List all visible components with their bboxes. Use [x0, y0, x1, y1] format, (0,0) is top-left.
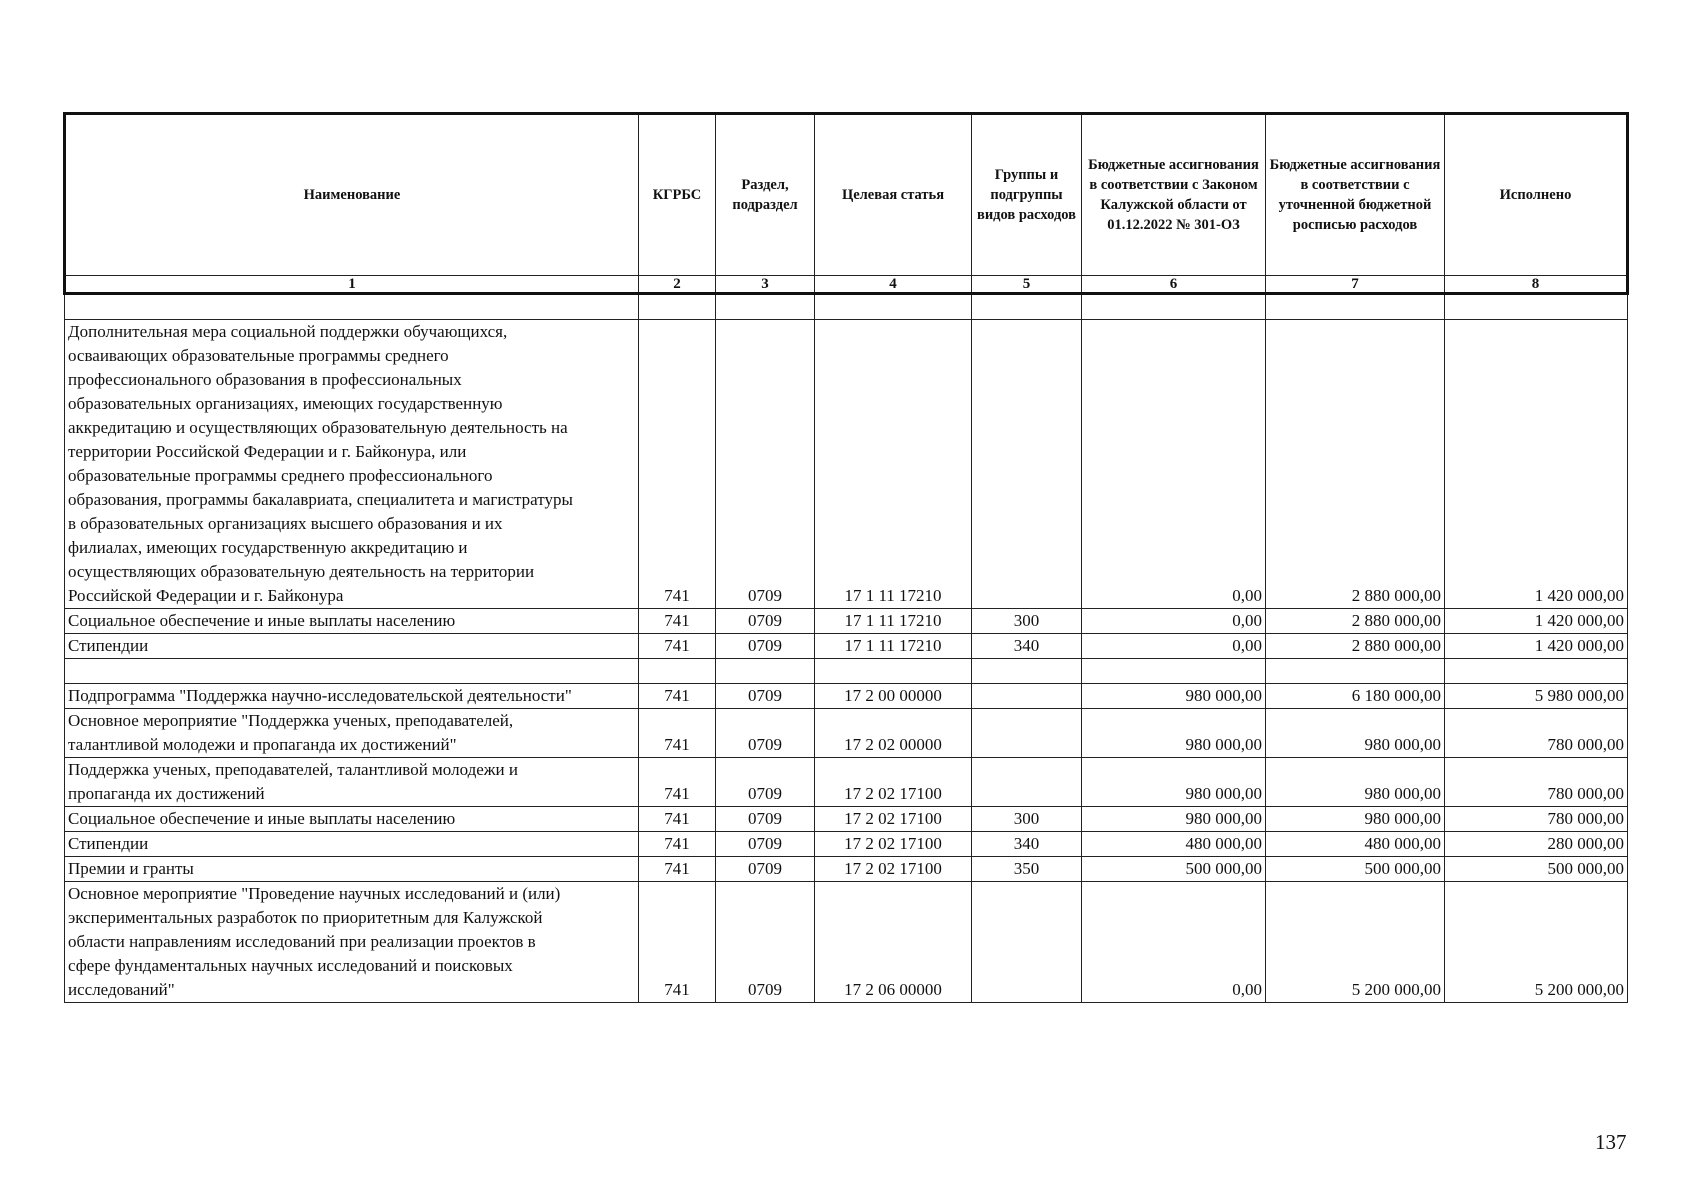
column-number: 1 [65, 276, 639, 294]
budget-table [63, 112, 1629, 1003]
row-kgrbs: 741 [639, 882, 716, 1003]
row-group [972, 758, 1082, 807]
row-roster: 980 000,00 [1266, 807, 1445, 832]
row-section: 0709 [716, 634, 815, 659]
row-law: 480 000,00 [1082, 832, 1266, 857]
row-group: 340 [972, 832, 1082, 857]
row-target: 17 2 00 00000 [815, 684, 972, 709]
row-done: 780 000,00 [1445, 758, 1628, 807]
row-group: 340 [972, 634, 1082, 659]
header-section: Раздел, подраздел [716, 114, 815, 276]
row-name: Стипендии [65, 634, 639, 659]
row-roster: 2 880 000,00 [1266, 634, 1445, 659]
column-number: 6 [1082, 276, 1266, 294]
row-kgrbs: 741 [639, 807, 716, 832]
row-roster: 6 180 000,00 [1266, 684, 1445, 709]
row-law: 0,00 [1082, 320, 1266, 609]
row-group: 300 [972, 807, 1082, 832]
row-name: Основное мероприятие "Поддержка ученых, преподавателей, талантливой молодежи и пропаганда их достижений" [65, 709, 639, 758]
row-roster: 480 000,00 [1266, 832, 1445, 857]
row-name: Дополнительная мера социальной поддержки обучающихся, осваивающих образовательные программы среднего профессионального образования в профессиональных образовательных организациях, имеющих государственную аккредитацию и осуществляющих образовательную деятельность на территории Российской Федерации и г. Байконура, или образовательные программы среднего профессионального образования, программы бакалавриата, специалитета и магистратуры в образовательных организациях высшего образования и их филиалах, имеющих государственную аккредитацию и осуществляющих образовательную деятельность на территории Российской Федерации и г. Байконура [65, 320, 639, 609]
table-row [65, 684, 1628, 709]
row-law: 980 000,00 [1082, 709, 1266, 758]
row-kgrbs: 741 [639, 634, 716, 659]
spacer-row [65, 294, 1628, 320]
header-law: Бюджетные ассигнования в соответствии с Законом Калужской области от 01.12.2022 № 301-ОЗ [1082, 114, 1266, 276]
row-name: Социальное обеспечение и иные выплаты населению [65, 609, 639, 634]
header-row [65, 114, 1628, 276]
header-target: Целевая статья [815, 114, 972, 276]
row-done: 1 420 000,00 [1445, 320, 1628, 609]
row-name: Социальное обеспечение и иные выплаты населению [65, 807, 639, 832]
row-kgrbs: 741 [639, 709, 716, 758]
row-section: 0709 [716, 684, 815, 709]
column-number: 4 [815, 276, 972, 294]
row-kgrbs: 741 [639, 684, 716, 709]
row-target: 17 2 02 17100 [815, 807, 972, 832]
row-group [972, 709, 1082, 758]
page-number: 137 [1595, 1130, 1627, 1154]
row-section: 0709 [716, 832, 815, 857]
row-target: 17 2 06 00000 [815, 882, 972, 1003]
row-kgrbs: 741 [639, 857, 716, 882]
table-row [65, 807, 1628, 832]
table-row [65, 758, 1628, 807]
row-kgrbs: 741 [639, 758, 716, 807]
row-section: 0709 [716, 320, 815, 609]
table-row [65, 609, 1628, 634]
column-number: 3 [716, 276, 815, 294]
header-name: Наименование [65, 114, 639, 276]
row-roster: 500 000,00 [1266, 857, 1445, 882]
table-row [65, 857, 1628, 882]
row-target: 17 2 02 17100 [815, 758, 972, 807]
row-section: 0709 [716, 857, 815, 882]
column-number: 7 [1266, 276, 1445, 294]
header-done: Исполнено [1445, 114, 1628, 276]
row-name: Подпрограмма "Поддержка научно-исследовательской деятельности" [65, 684, 639, 709]
row-kgrbs: 741 [639, 320, 716, 609]
row-law: 980 000,00 [1082, 684, 1266, 709]
row-law: 0,00 [1082, 882, 1266, 1003]
budget-sheet [63, 112, 1626, 1003]
row-section: 0709 [716, 709, 815, 758]
row-done: 280 000,00 [1445, 832, 1628, 857]
header-kgrbs: КГРБС [639, 114, 716, 276]
row-name: Основное мероприятие "Проведение научных исследований и (или) экспериментальных разработок по приоритетным для Калужской области направлениям исследований при реализации проектов в сфере фундаментальных научных исследований и поисковых исследований" [65, 882, 639, 1003]
row-law: 0,00 [1082, 609, 1266, 634]
row-section: 0709 [716, 882, 815, 1003]
row-law: 500 000,00 [1082, 857, 1266, 882]
row-roster: 980 000,00 [1266, 709, 1445, 758]
table-row [65, 320, 1628, 609]
header-group: Группы и подгруппы видов расходов [972, 114, 1082, 276]
table-row [65, 709, 1628, 758]
row-done: 780 000,00 [1445, 807, 1628, 832]
row-target: 17 2 02 00000 [815, 709, 972, 758]
row-done: 1 420 000,00 [1445, 609, 1628, 634]
column-number: 8 [1445, 276, 1628, 294]
row-target: 17 2 02 17100 [815, 857, 972, 882]
row-name: Премии и гранты [65, 857, 639, 882]
row-law: 980 000,00 [1082, 807, 1266, 832]
row-group [972, 320, 1082, 609]
row-group [972, 684, 1082, 709]
table-row [65, 832, 1628, 857]
row-law: 0,00 [1082, 634, 1266, 659]
row-done: 500 000,00 [1445, 857, 1628, 882]
row-target: 17 2 02 17100 [815, 832, 972, 857]
row-roster: 980 000,00 [1266, 758, 1445, 807]
row-section: 0709 [716, 758, 815, 807]
row-done: 5 980 000,00 [1445, 684, 1628, 709]
column-number: 5 [972, 276, 1082, 294]
row-done: 5 200 000,00 [1445, 882, 1628, 1003]
row-roster: 2 880 000,00 [1266, 609, 1445, 634]
spacer-row [65, 659, 1628, 684]
row-roster: 5 200 000,00 [1266, 882, 1445, 1003]
header-roster: Бюджетные ассигнования в соответствии с уточненной бюджетной росписью расходов [1266, 114, 1445, 276]
row-kgrbs: 741 [639, 832, 716, 857]
row-group: 300 [972, 609, 1082, 634]
row-name: Поддержка ученых, преподавателей, талантливой молодежи и пропаганда их достижений [65, 758, 639, 807]
row-roster: 2 880 000,00 [1266, 320, 1445, 609]
row-target: 17 1 11 17210 [815, 320, 972, 609]
row-section: 0709 [716, 609, 815, 634]
row-name: Стипендии [65, 832, 639, 857]
row-target: 17 1 11 17210 [815, 609, 972, 634]
column-number: 2 [639, 276, 716, 294]
table-row [65, 634, 1628, 659]
row-target: 17 1 11 17210 [815, 634, 972, 659]
row-law: 980 000,00 [1082, 758, 1266, 807]
column-number-row [65, 276, 1628, 294]
row-kgrbs: 741 [639, 609, 716, 634]
row-group: 350 [972, 857, 1082, 882]
row-done: 1 420 000,00 [1445, 634, 1628, 659]
row-group [972, 882, 1082, 1003]
row-section: 0709 [716, 807, 815, 832]
table-row [65, 882, 1628, 1003]
row-done: 780 000,00 [1445, 709, 1628, 758]
